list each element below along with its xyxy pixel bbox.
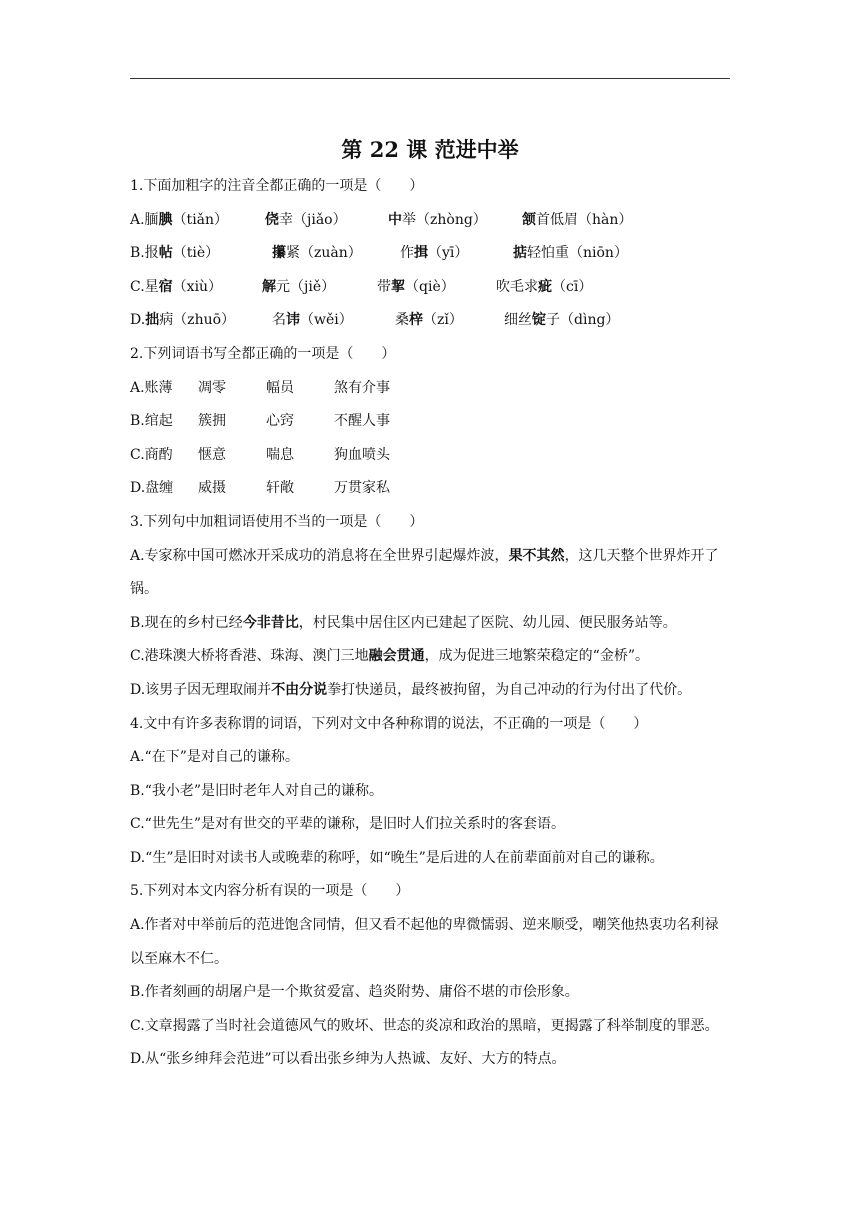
emphasized-idiom: 果不其然: [508, 547, 565, 564]
word-item: 威摄: [198, 480, 226, 497]
word-item: 凋零: [198, 379, 226, 396]
word-item: D.盘缠: [130, 480, 174, 497]
word-item: 惬意: [198, 446, 226, 463]
emphasized-character: 讳: [286, 312, 300, 329]
question-5-option: C.文章揭露了当时社会道德风气的败坏、世态的炎凉和政治的黑暗，更揭露了科举制度的罪恶。: [130, 1017, 719, 1034]
option-segment: 作揖（yī）: [400, 245, 469, 262]
emphasized-idiom: 今非昔比: [242, 614, 299, 631]
question-4-option: B.“我小老”是旧时老年人对自己的谦称。: [130, 782, 384, 799]
option-segment: D.拙病（zhuō）: [130, 312, 236, 329]
question-5-option: D.从“张乡绅拜会范进”可以看出张乡绅为人热诚、友好、大方的特点。: [130, 1051, 566, 1068]
word-item: A.账薄: [130, 379, 173, 396]
emphasized-character: 腆: [158, 211, 173, 228]
option-segment: 颔首低眉（hàn）: [522, 211, 633, 228]
option-segment: 解元（jiě）: [262, 278, 336, 295]
word-item: 簇拥: [198, 413, 226, 430]
question-2-option: [130, 439, 730, 473]
word-item: C.商酌: [130, 446, 173, 463]
question-4-option: D.“生”是旧时对读书人或晚辈的称呼，如“晚生”是后进的人在前辈面前对自己的谦称。: [130, 849, 664, 866]
option-segment: C.星宿（xiù）: [130, 278, 223, 295]
word-item: 万贯家私: [334, 480, 390, 497]
emphasized-character: 帖: [158, 245, 173, 262]
question-4-stem: 4.文中有许多表称谓的词语，下列对文中各种称谓的说法，不正确的一项是（ ）: [130, 715, 648, 732]
question-5-options: [130, 909, 730, 1077]
emphasized-character: 锭: [532, 312, 546, 329]
emphasized-character: 颔: [522, 211, 536, 228]
question-5-option: B.作者刻画的胡屠户是一个欺贫爱富、趋炎附势、庸俗不堪的市侩形象。: [130, 984, 579, 1001]
option-segment: 名讳（wěi）: [272, 312, 353, 329]
emphasized-character: 宿: [158, 278, 173, 295]
option-segment: B.报帖（tiè）: [130, 245, 220, 262]
emphasized-character: 攥: [272, 245, 286, 262]
document-body: [130, 170, 730, 1077]
word-item: 狗血喷头: [334, 446, 390, 463]
emphasized-character: 掂: [513, 245, 527, 262]
emphasized-character: 中: [388, 211, 402, 228]
question-1-stem: 1.下面加粗字的注音全都正确的一项是（ ）: [130, 178, 424, 194]
emphasized-character: 挈: [391, 278, 405, 295]
question-2-option: [130, 372, 730, 406]
option-segment: 掂轻怕重（niōn）: [513, 245, 628, 262]
question-5-option: A.作者对中举前后的范进饱含同情，但又看不起他的卑微懦弱、逆来顺受，嘲笑他热衷功名利禄以至麻木不仁。: [130, 917, 719, 967]
question-5-stem: 5.下列对本文内容分析有误的一项是（ ）: [130, 883, 410, 900]
question-3-option: A.专家称中国可燃冰开采成功的消息将在全世界引起爆炸波，果不其然，这几天整个世界炸开了锅。: [130, 547, 719, 598]
option-segment: 中举（zhòng）: [388, 211, 487, 228]
emphasized-character: 疵: [538, 278, 552, 295]
emphasized-character: 梓: [409, 312, 423, 329]
option-segment: 吹毛求疵（cī）: [496, 278, 593, 295]
question-1-options: [130, 204, 730, 338]
option-segment: 细丝锭子（dìng）: [504, 312, 620, 329]
option-segment: 桑梓（zǐ）: [395, 312, 463, 329]
question-3-option: C.港珠澳大桥将香港、珠海、澳门三地融会贯通，成为促进三地繁荣稳定的“金桥”。: [130, 648, 649, 665]
option-segment: 攥紧（zuàn）: [272, 245, 362, 262]
question-3-stem: 3.下列句中加粗词语使用不当的一项是（ ）: [130, 513, 424, 530]
question-1-option: [130, 237, 730, 271]
word-item: 不醒人事: [334, 413, 390, 430]
word-item: 轩敞: [266, 480, 294, 497]
question-3-options: [130, 540, 730, 708]
question-4-option: A.“在下”是对自己的谦称。: [130, 749, 299, 766]
question-1-option: [130, 204, 730, 238]
word-item: 心窍: [266, 413, 294, 430]
header-rule: [130, 78, 730, 79]
question-4-options: [130, 741, 730, 875]
question-3-option: D.该男子因无理取闹并不由分说拳打快递员，最终被拘留，为自己冲动的行为付出了代价。: [130, 681, 692, 698]
page-title: 第 22 课 范进中举: [341, 137, 519, 162]
question-1-option: [130, 304, 730, 338]
word-item: B.绾起: [130, 413, 173, 430]
question-2-option: [130, 472, 730, 506]
emphasized-character: 解: [262, 278, 276, 295]
question-2-option: [130, 405, 730, 439]
question-1-option: [130, 271, 730, 305]
word-item: 幅员: [266, 379, 294, 396]
emphasized-idiom: 不由分说: [271, 681, 328, 698]
question-3-option: B.现在的乡村已经今非昔比，村民集中居住区内已建起了医院、幼儿园、便民服务站等。: [130, 614, 677, 631]
emphasized-idiom: 融会贯通: [368, 648, 425, 665]
option-segment: A.腼腆（tiǎn）: [130, 211, 229, 228]
emphasized-character: 侥: [265, 211, 279, 228]
emphasized-character: 拙: [145, 312, 160, 329]
question-2-stem: 2.下列词语书写全都正确的一项是（ ）: [130, 345, 396, 362]
option-segment: 侥幸（jiǎo）: [265, 211, 347, 228]
emphasized-character: 揖: [414, 245, 428, 262]
word-item: 煞有介事: [334, 379, 390, 396]
option-segment: 带挈（qiè）: [377, 278, 455, 295]
word-item: 喘息: [266, 446, 294, 463]
question-2-options: [130, 372, 730, 506]
question-4-option: C.“世先生”是对有世交的平辈的谦称，是旧时人们拉关系时的客套语。: [130, 816, 565, 833]
